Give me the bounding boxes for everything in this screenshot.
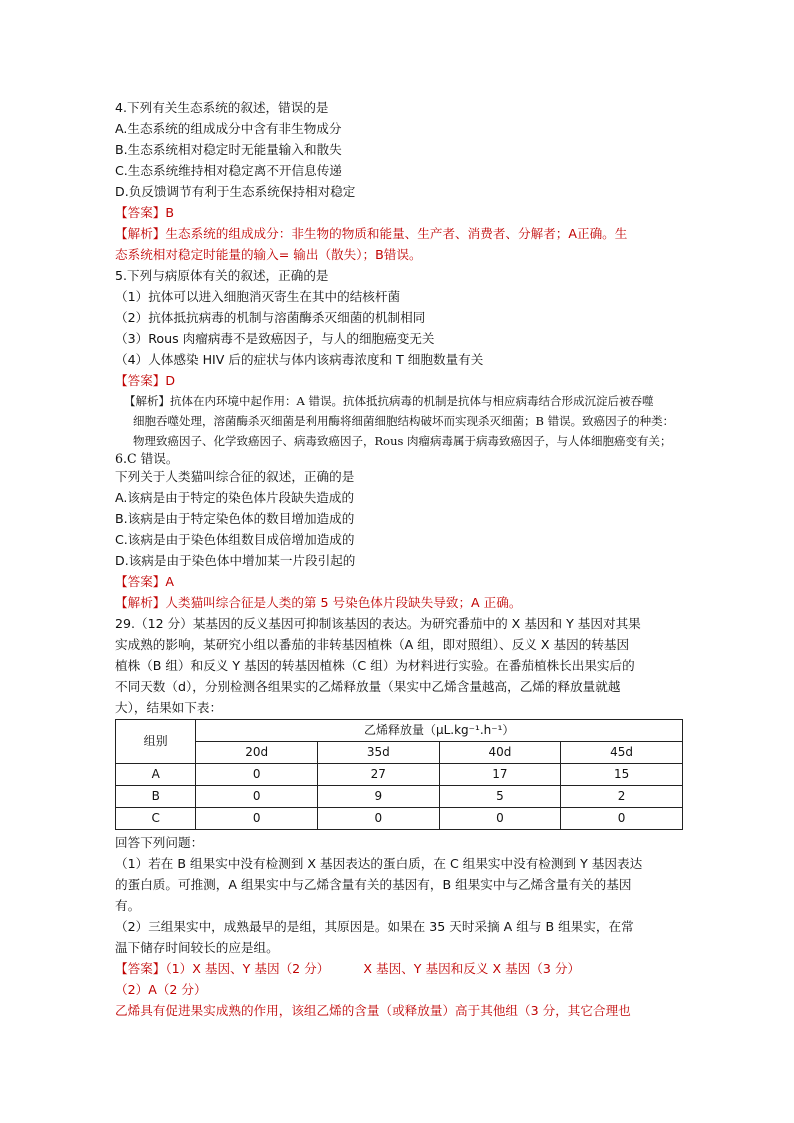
q5-option-3: （3）Rous 肉瘤病毒不是致癌因子，与人的细胞癌变无关: [115, 331, 435, 346]
answer-label: 【答案】: [115, 574, 166, 589]
q6-option-d: D.该病是由于染色体中增加某一片段引起的: [115, 553, 356, 568]
q29-sub1-3: 有。: [115, 898, 141, 913]
table-row: [116, 764, 683, 786]
q6-option-b: B.该病是由于特定染色体的数目增加造成的: [115, 511, 355, 526]
answer-value: B: [165, 205, 175, 220]
table-cell: 15: [561, 764, 683, 786]
q29-sub1-2: 的蛋白质。可推测，A 组果实中与乙烯含量有关的基因有，B 组果实中与乙烯含量有关的基因: [115, 877, 632, 892]
table-header-measure: 乙烯释放量（μL.kg⁻¹.h⁻¹）: [196, 720, 683, 742]
q5-analysis-line: [124, 391, 683, 411]
answer-value: A: [165, 574, 174, 589]
q29-stem-2: 实成熟的影响，某研究小组以番茄的非转基因植株（A 组，即对照组）、反义 X 基因的转基因: [115, 637, 630, 652]
table-cell: 2: [561, 786, 683, 808]
table-cell: 0: [196, 764, 318, 786]
analysis-text: 生态系统的组成成分：非生物的物质和能量、生产者、消费者、分解者；A正确。生: [165, 226, 628, 241]
table-cell: 17: [439, 764, 561, 786]
q5-option-4: （4）人体感染 HIV 后的症状与体内该病毒浓度和 T 细胞数量有关: [115, 352, 484, 367]
table-cell-group: A: [116, 764, 196, 786]
table-cell: 9: [317, 786, 439, 808]
table-cell: 0: [561, 808, 683, 830]
q4-stem: 4.下列有关生态系统的叙述，错误的是: [115, 100, 329, 115]
table-row: [116, 808, 683, 830]
q5-answer: [115, 370, 683, 391]
table-cell: 0: [196, 786, 318, 808]
q5-analysis: [115, 391, 683, 451]
q5-option-1: （1）抗体可以进入细胞消灭寄生在其中的结核杆菌: [115, 289, 401, 304]
q4-option-b: B.生态系统相对稳定时无能量输入和散失: [115, 142, 342, 157]
table-cell-group: C: [116, 808, 196, 830]
q29-sub1-1: （1）若在 B 组果实中没有检测到 X 基因表达的蛋白质，在 C 组果实中没有检测到 Y 基因表达: [115, 856, 643, 871]
q29-stem-5: 大），结果如下表：: [115, 700, 223, 715]
table-cell-group: B: [116, 786, 196, 808]
q6-option-c: C.该病是由于染色体组数目成倍增加造成的: [115, 532, 355, 547]
q29-stem-1: 29.（12 分）某基因的反义基因可抑制该基因的表达。为研究番茄中的 X 基因和 Y 基因对其果: [115, 616, 641, 631]
q29-answer-2: （2）A（2 分）: [115, 982, 207, 997]
q29-answer-1: [115, 958, 683, 979]
analysis-label: 【解析】: [115, 595, 166, 610]
q4-option-d: D.负反馈调节有利于生态系统保持相对稳定: [115, 184, 356, 199]
q5-stem: 5.下列与病原体有关的叙述，正确的是: [115, 268, 329, 283]
answer-label: 【答案】: [115, 373, 166, 388]
analysis-text: 人类猫叫综合征是人类的第 5 号染色体片段缺失导致；A 正确。: [165, 595, 522, 610]
answer-part-1: （1）X 基因、Y 基因（2 分）: [165, 961, 330, 976]
q4-option-a: A.生态系统的组成成分中含有非生物成分: [115, 121, 342, 136]
analysis-text: 抗体在内环境中起作用：A 错误。抗体抵抗病毒的机制是抗体与相应病毒结合形成沉淀后被吞噬: [170, 394, 654, 408]
q5-analysis-line: 物理致癌因子、化学致癌因子、病毒致癌因子，Rous 肉瘤病毒属于病毒致癌因子，与人体细胞癌变有关；: [133, 434, 672, 448]
q4-answer: [115, 202, 683, 223]
answer-label: 【答案】: [115, 205, 166, 220]
table-cell: 0: [439, 808, 561, 830]
answer-label: 【答案】: [115, 961, 166, 976]
q5-option-2: （2）抗体抵抗病毒的机制与溶菌酶杀灭细菌的机制相同: [115, 310, 426, 325]
q29-sub2-1: （2）三组果实中，成熟最早的是组，其原因是。如果在 35 天时采摘 A 组与 B 组果实，在常: [115, 919, 634, 934]
table-row: [116, 786, 683, 808]
q6-number-text: 6.: [115, 451, 128, 466]
document-page: [115, 97, 683, 1021]
table-days-row: [116, 742, 683, 764]
table-header-group: 组别: [116, 720, 196, 764]
answer-value: D: [165, 373, 176, 388]
q5-analysis-tail: C 错误。: [127, 451, 179, 466]
analysis-label: 【解析】: [124, 394, 170, 408]
table-cell: 0: [196, 808, 318, 830]
q29-stem-4: 不同天数（d），分别检测各组果实的乙烯释放量（果实中乙烯含量越高，乙烯的释放量就越: [115, 679, 621, 694]
table-header-row: [116, 720, 683, 742]
table-cell: 27: [317, 764, 439, 786]
q4-analysis-2: 态系统相对稳定时能量的输入= 输出（散失）；B错误。: [115, 247, 422, 262]
table-day: 35d: [317, 742, 439, 764]
table-cell: 5: [439, 786, 561, 808]
answer-part-1b: X 基因、Y 基因和反义 X 基因（3 分）: [363, 961, 581, 976]
q6-stem: 下列关于人类猫叫综合征的叙述，正确的是: [115, 469, 355, 484]
q29-sub2-2: 温下储存时间较长的应是组。: [115, 940, 279, 955]
q4-analysis-1: [115, 223, 683, 244]
table-day: 45d: [561, 742, 683, 764]
table-cell: 0: [317, 808, 439, 830]
q4-option-c: C.生态系统维持相对稳定离不开信息传递: [115, 163, 342, 178]
ethylene-table: [115, 719, 683, 830]
q6-analysis: [115, 592, 683, 613]
table-day: 20d: [196, 742, 318, 764]
q6-number: [115, 451, 683, 466]
q29-prompt: 回答下列问题：: [115, 835, 204, 850]
q6-answer: [115, 571, 683, 592]
q6-option-a: A.该病是由于特定的染色体片段缺失造成的: [115, 490, 355, 505]
q29-stem-3: 植株（B 组）和反义 Y 基因的转基因植株（C 组）为材料进行实验。在番茄植株长出果实后的: [115, 658, 635, 673]
q29-answer-3: 乙烯具有促进果实成熟的作用，该组乙烯的含量（或释放量）高于其他组（3 分，其它合理也: [115, 1003, 631, 1018]
q5-analysis-line: 细胞吞噬处理，溶菌酶杀灭细菌是利用酶将细菌细胞结构破坏而实现杀灭细菌；B 错误。致癌因子的种类：: [133, 414, 675, 428]
table-day: 40d: [439, 742, 561, 764]
analysis-label: 【解析】: [115, 226, 166, 241]
